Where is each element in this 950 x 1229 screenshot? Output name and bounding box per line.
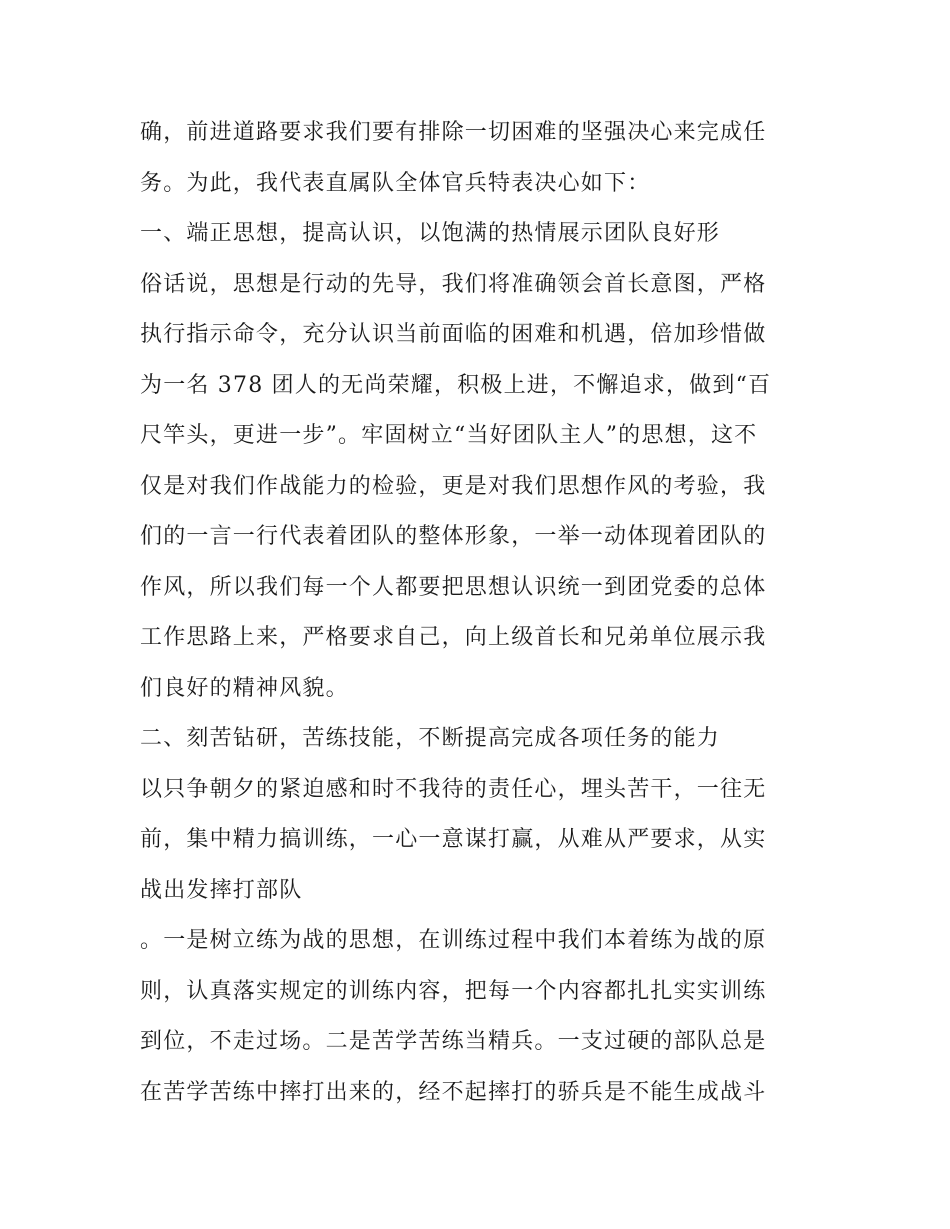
text-line: 尺竿头，更进一步”。牢固树立“当好团队主人”的思想，这不	[140, 423, 758, 448]
text-line: 作风，所以我们每一个人都要把思想认识统一到团党委的总体	[140, 574, 767, 600]
text-line: 们良好的精神风貌。	[140, 675, 349, 701]
section-heading-1: 一、端正思想，提高认识，以饱满的热情展示团队良好形	[140, 221, 721, 246]
text-line: 。一是树立练为战的思想，在训练过程中我们本着练为战的原	[140, 928, 767, 953]
text-line: 工作思路上来，严格要求自己，向上级首长和兄弟单位展示我	[140, 625, 767, 650]
document-body	[140, 108, 830, 1118]
text-line: 则，认真落实规定的训练内容，把每一个内容都扎扎实实训练	[140, 978, 767, 1004]
text-line: 们的一言一行代表着团队的整体形象，一举一动体现着团队的	[140, 524, 767, 549]
section-heading-2: 二、刻苦钻研，苦练技能，不断提高完成各项任务的能力	[140, 726, 721, 751]
text-line: 以只争朝夕的紧迫感和时不我待的责任心，埋头苦干，一往无	[140, 776, 767, 802]
text-line: 务。为此，我代表直属队全体官兵特表决心如下：	[140, 170, 651, 196]
text-line: 战出发摔打部队	[140, 877, 303, 903]
text-line: 为一名 378 团人的无尚荣耀，积极上进，不懈追求，做到“百	[140, 372, 772, 398]
text-line: 前，集中精力搞训练，一心一意谋打赢，从难从严要求，从实	[140, 827, 767, 852]
text-line: 在苦学苦练中摔打出来的，经不起摔打的骄兵是不能生成战斗	[140, 1079, 767, 1105]
text-line: 仅是对我们作战能力的检验，更是对我们思想作风的考验，我	[140, 473, 767, 499]
text-line: 执行指示命令，充分认识当前面临的困难和机遇，倍加珍惜做	[140, 322, 767, 347]
text-line: 确，前进道路要求我们要有排除一切困难的坚强决心来完成任	[140, 120, 767, 145]
text-line: 到位，不走过场。二是苦学苦练当精兵。一支过硬的部队总是	[140, 1029, 767, 1054]
text-line: 俗话说，思想是行动的先导，我们将准确领会首长意图，严格	[140, 271, 767, 297]
